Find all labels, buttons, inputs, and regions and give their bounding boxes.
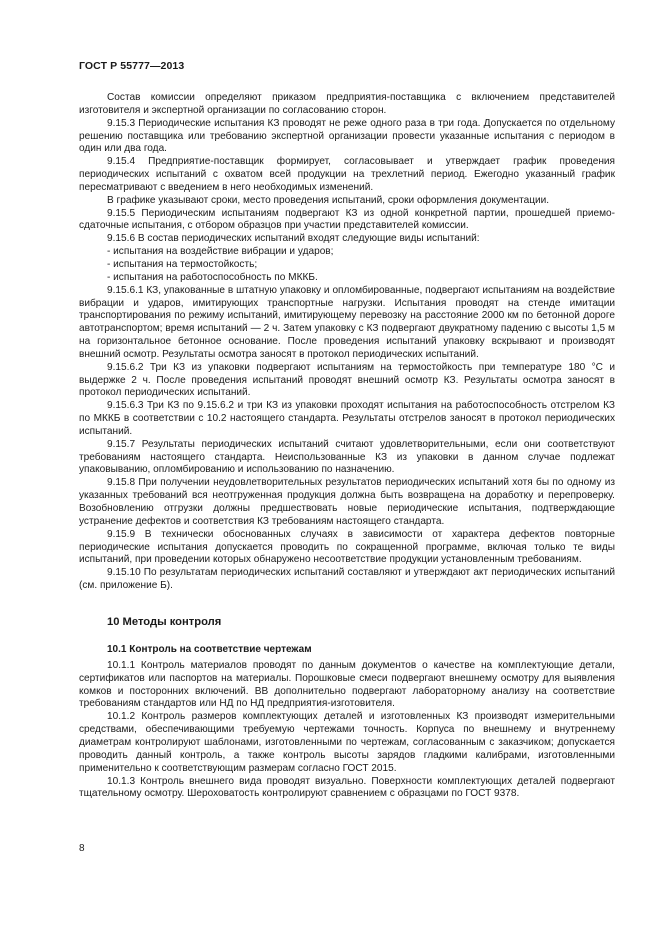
section-heading: 10 Методы контроля: [107, 615, 222, 628]
paragraph: 9.15.3 Периодические испытания КЗ проводят не реже одного раза в три года. Допускается по отдельному решению поставщика или требованию экспертной организации провести указанные испытания с периодом в один или два года.: [79, 117, 615, 155]
page-content: [79, 92, 615, 801]
standard-header: ГОСТ Р 55777—2013: [79, 60, 185, 72]
paragraph: 9.15.6 В состав периодических испытаний входят следующие виды испытаний:: [107, 233, 480, 245]
paragraph: 9.15.6.1 КЗ, упакованные в штатную упаковку и опломбированные, подвергают испытаниям на воздействие вибрации и ударов, имитирующих транспортные нагрузки. Испытания проводят на стенде имитации транспортирования по режиму испытаний, имитирующему перевозку на расстояние 2000 км по бетонной дороге автотранспортом; время испытаний — 2 ч. Затем упаковку с КЗ подвергают двукратному падению с высоты 1,5 м на горизонтальное бетонное основание. После проведения испытаний упаковку вскрывают и производят внешний осмотр. Результаты осмотра заносят в протокол периодических испытаний.: [79, 284, 615, 360]
paragraph: 10.1.2 Контроль размеров комплектующих деталей и изготовленных КЗ производят измерительными средствами, обеспечивающими требуемую чертежами точность. Корпуса по внешнему и внутреннему диаметрам контролируют шаблонами, изготовленными по чертежам, согласованным с заказчиком; допускается проводить данный контроль, а также контроль высоты зарядов гладкими калибрами, изготовленными применительно к соответствующим размерам согласно ГОСТ 2015.: [79, 711, 615, 774]
list-item: - испытания на термостойкость;: [107, 258, 258, 270]
paragraph: 9.15.6.2 Три КЗ из упаковки подвергают испытаниям на термостойкость при температуре 180 °С и выдержке 2 ч. После проведения испытаний проводят внешний осмотр КЗ. Результаты осмотра заносят в протокол периодических испытаний.: [79, 361, 615, 399]
paragraph: 9.15.10 По результатам периодических испытаний составляют и утверждают акт периодических испытаний (см. приложение Б).: [79, 567, 615, 592]
page-number: 8: [79, 843, 85, 854]
paragraph: 9.15.6.3 Три КЗ по 9.15.6.2 и три КЗ из упаковки проходят испытания на работоспособность отстрелом КЗ по МККБ в соответствии с 10.2 настоящего стандарта. Результаты отстрелов заносят в протокол периодических испытаний.: [79, 400, 615, 437]
list-item: - испытания на воздействие вибрации и ударов;: [107, 246, 334, 258]
paragraph: 10.1.3 Контроль внешнего вида проводят визуально. Поверхности комплектующих деталей подвергают тщательному осмотру. Шероховатость контролируют сравнением с образцами по ГОСТ 9378.: [79, 775, 615, 800]
paragraph: Состав комиссии определяют приказом предприятия-поставщика с включением представителей изготовителя и экспертной организации по согласованию сторон.: [79, 92, 615, 116]
paragraph: 9.15.5 Периодическим испытаниям подвергают КЗ из одной конкретной партии, прошедшей приемо-сдаточные испытания, с отбором образцов при участии представителей комиссии.: [79, 207, 615, 232]
list-item: - испытания на работоспособность по МККБ.: [107, 271, 318, 283]
paragraph: 9.15.4 Предприятие-поставщик формирует, согласовывает и утверждает график проведения периодических испытаний с охватом всей продукции на трехлетний период. Ежегодно указанный график пересматривают с введением в него необходимых изменений.: [79, 156, 615, 193]
paragraph: 9.15.8 При получении неудовлетворительных результатов периодических испытаний хотя бы по одному из указанных требований вся неотгруженная продукция должна быть возвращена на доработку и перепроверку. Возобновлению отгрузки должны предшествовать новые периодические испытания, подтверждающие устранение дефектов и соответствия КЗ требованиям настоящего стандарта.: [79, 477, 615, 527]
subsection-heading: 10.1 Контроль на соответствие чертежам: [107, 643, 312, 655]
paragraph: 10.1.1 Контроль материалов проводят по данным документов о качестве на комплектующие детали, сертификатов или паспортов на материалы. Порошковые смеси подвергают внешнему осмотру для выявления комков и посторонних включений. ВВ дополнительно подвергают лабораторному анализу на соответствие требованиям стандартов или НД по НД предприятия-изготовителя.: [79, 659, 615, 710]
paragraph: 9.15.9 В технически обоснованных случаях в зависимости от характера дефектов повторные периодические испытания допускается проводить по сокращенной программе, включая только те виды испытаний, при проведении которых обнаружено несоответствие продукции установленным требованиям.: [79, 528, 615, 566]
paragraph: 9.15.7 Результаты периодических испытаний считают удовлетворительными, если они соответствуют требованиям настоящего стандарта. Неиспользованные КЗ из упаковки в данном случае подлежат упаковыванию, опломбированию и использованию по назначению.: [79, 438, 615, 476]
paragraph: В графике указывают сроки, место проведения испытаний, сроки оформления документации.: [107, 194, 550, 206]
